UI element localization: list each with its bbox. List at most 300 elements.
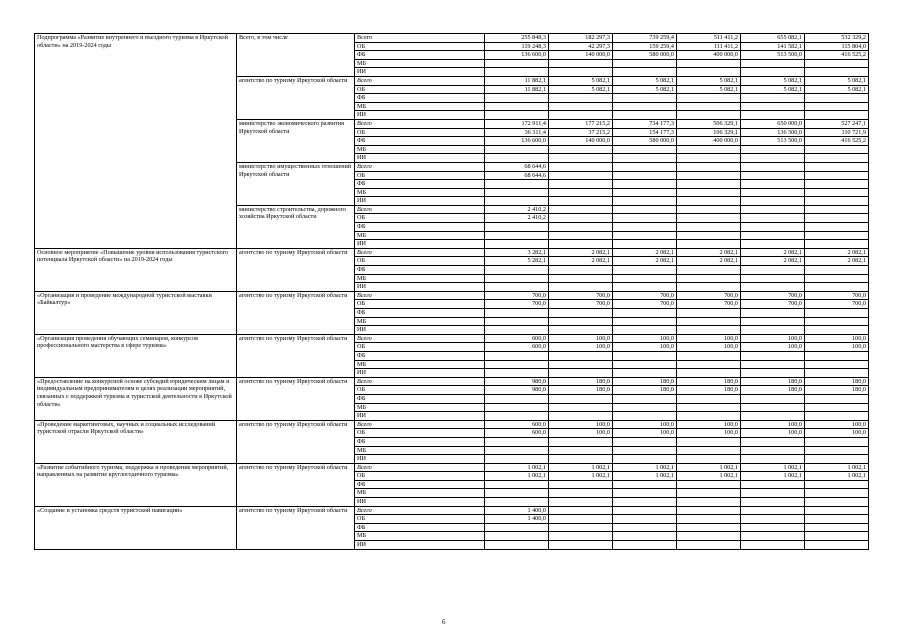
- amount-cell: [805, 446, 869, 455]
- funding-source-cell: МБ: [355, 274, 485, 283]
- funding-source-cell: МБ: [355, 532, 485, 541]
- table-row: [35, 334, 869, 343]
- amount-cell: 527 247,1: [805, 119, 869, 128]
- amount-cell: [549, 394, 613, 403]
- amount-cell: 100,0: [805, 334, 869, 343]
- amount-cell: [677, 369, 741, 378]
- amount-cell: 100,0: [741, 343, 805, 352]
- funding-source-cell: МБ: [355, 59, 485, 68]
- amount-cell: [549, 360, 613, 369]
- amount-cell: [613, 446, 677, 455]
- amount-cell: [805, 523, 869, 532]
- funding-source-cell: ФБ: [355, 351, 485, 360]
- amount-cell: [741, 111, 805, 120]
- amount-cell: [677, 541, 741, 550]
- amount-cell: 100,0: [677, 334, 741, 343]
- amount-cell: 700,0: [741, 300, 805, 309]
- funding-source-cell: ОБ: [355, 343, 485, 352]
- funding-source-cell: ИИ: [355, 197, 485, 206]
- amount-cell: [741, 437, 805, 446]
- amount-cell: 100,0: [741, 420, 805, 429]
- funding-source-cell: ОБ: [355, 386, 485, 395]
- amount-cell: 2 082,1: [741, 257, 805, 266]
- amount-cell: [549, 326, 613, 335]
- funding-source-cell: Всего: [355, 377, 485, 386]
- amount-cell: [677, 506, 741, 515]
- amount-cell: 5 082,1: [677, 85, 741, 94]
- funding-source-cell: МБ: [355, 489, 485, 498]
- amount-cell: [741, 214, 805, 223]
- amount-cell: 119 248,3: [485, 42, 549, 51]
- amount-cell: 600,0: [485, 343, 549, 352]
- amount-cell: 2 082,1: [677, 248, 741, 257]
- amount-cell: 416 525,2: [805, 137, 869, 146]
- amount-cell: [549, 205, 613, 214]
- amount-cell: [805, 532, 869, 541]
- amount-cell: 739 259,4: [613, 34, 677, 43]
- amount-cell: 5 082,1: [613, 85, 677, 94]
- amount-cell: [677, 231, 741, 240]
- amount-cell: 115 804,0: [805, 42, 869, 51]
- amount-cell: 100,0: [677, 420, 741, 429]
- amount-cell: [613, 369, 677, 378]
- amount-cell: 1 002,1: [613, 463, 677, 472]
- amount-cell: 400 000,0: [677, 51, 741, 60]
- amount-cell: 180,0: [805, 386, 869, 395]
- amount-cell: [485, 145, 549, 154]
- funding-source-cell: ИИ: [355, 283, 485, 292]
- amount-cell: [805, 489, 869, 498]
- funding-source-cell: Всего: [355, 119, 485, 128]
- amount-cell: 700,0: [805, 291, 869, 300]
- amount-cell: [805, 231, 869, 240]
- funding-source-cell: Всего: [355, 506, 485, 515]
- amount-cell: [549, 214, 613, 223]
- program-name-cell: «Предоставление на конкурсной основе субсидий юридическим лицам и индивидуальным предпринимателям в целях реализации мероприятий, связанных с поддержкой туризма и туристской деятельности в Иркутской области»: [35, 377, 237, 420]
- amount-cell: 100,0: [805, 429, 869, 438]
- amount-cell: [677, 412, 741, 421]
- amount-cell: 140 000,0: [549, 51, 613, 60]
- amount-cell: [805, 394, 869, 403]
- amount-cell: 255 848,3: [485, 34, 549, 43]
- amount-cell: [741, 266, 805, 275]
- executor-cell: министерство имущественных отношений Иркутской области: [237, 162, 355, 205]
- amount-cell: [613, 360, 677, 369]
- amount-cell: 1 002,1: [677, 463, 741, 472]
- amount-cell: 1 002,1: [677, 472, 741, 481]
- amount-cell: 140 000,0: [549, 137, 613, 146]
- amount-cell: 180,0: [677, 386, 741, 395]
- amount-cell: [549, 188, 613, 197]
- amount-cell: 11 882,1: [485, 76, 549, 85]
- amount-cell: 68 644,6: [485, 171, 549, 180]
- amount-cell: [613, 351, 677, 360]
- amount-cell: 110 721,9: [805, 128, 869, 137]
- amount-cell: 2 082,1: [741, 248, 805, 257]
- funding-source-cell: МБ: [355, 102, 485, 111]
- program-name-cell: Основное мероприятие «Повышение уровня использования туристского потенциала Иркутской области» на 2019-2024 годы: [35, 248, 237, 291]
- funding-source-cell: ФБ: [355, 437, 485, 446]
- amount-cell: [805, 214, 869, 223]
- funding-source-cell: ИИ: [355, 369, 485, 378]
- amount-cell: [805, 94, 869, 103]
- amount-cell: 5 082,1: [741, 85, 805, 94]
- amount-cell: 600,0: [485, 420, 549, 429]
- funding-source-cell: ИИ: [355, 326, 485, 335]
- amount-cell: [549, 266, 613, 275]
- amount-cell: [485, 266, 549, 275]
- amount-cell: 700,0: [805, 300, 869, 309]
- amount-cell: 136 600,0: [485, 51, 549, 60]
- amount-cell: [677, 111, 741, 120]
- amount-cell: [613, 266, 677, 275]
- amount-cell: 1 002,1: [613, 472, 677, 481]
- amount-cell: [677, 214, 741, 223]
- executor-cell: агентство по туризму Иркутской области: [237, 76, 355, 119]
- amount-cell: 655 082,1: [741, 34, 805, 43]
- amount-cell: [805, 317, 869, 326]
- amount-cell: [805, 541, 869, 550]
- amount-cell: [677, 283, 741, 292]
- amount-cell: 532 329,2: [805, 34, 869, 43]
- funding-source-cell: ФБ: [355, 480, 485, 489]
- amount-cell: [805, 180, 869, 189]
- amount-cell: [741, 274, 805, 283]
- table-row: [35, 506, 869, 515]
- amount-cell: [805, 197, 869, 206]
- amount-cell: [805, 205, 869, 214]
- amount-cell: [677, 188, 741, 197]
- amount-cell: [613, 317, 677, 326]
- amount-cell: [549, 317, 613, 326]
- amount-cell: [613, 326, 677, 335]
- amount-cell: [741, 154, 805, 163]
- amount-cell: [549, 455, 613, 464]
- amount-cell: 5 082,1: [805, 85, 869, 94]
- amount-cell: 2 082,1: [677, 257, 741, 266]
- funding-source-cell: ИИ: [355, 154, 485, 163]
- amount-cell: [485, 455, 549, 464]
- amount-cell: [549, 94, 613, 103]
- amount-cell: [805, 162, 869, 171]
- amount-cell: 2 082,1: [805, 248, 869, 257]
- amount-cell: [677, 197, 741, 206]
- amount-cell: [549, 532, 613, 541]
- amount-cell: [485, 223, 549, 232]
- amount-cell: [677, 102, 741, 111]
- amount-cell: [613, 214, 677, 223]
- funding-source-cell: МБ: [355, 403, 485, 412]
- amount-cell: [805, 360, 869, 369]
- amount-cell: 700,0: [741, 291, 805, 300]
- amount-cell: [677, 274, 741, 283]
- amount-cell: [613, 59, 677, 68]
- amount-cell: 68 644,6: [485, 162, 549, 171]
- amount-cell: [485, 360, 549, 369]
- amount-cell: [677, 154, 741, 163]
- amount-cell: [741, 360, 805, 369]
- amount-cell: 36 311,4: [485, 128, 549, 137]
- amount-cell: 416 525,2: [805, 51, 869, 60]
- amount-cell: [613, 188, 677, 197]
- amount-cell: [549, 162, 613, 171]
- amount-cell: [613, 506, 677, 515]
- amount-cell: [485, 180, 549, 189]
- amount-cell: [677, 326, 741, 335]
- funding-source-cell: ФБ: [355, 266, 485, 275]
- funding-source-cell: Всего: [355, 334, 485, 343]
- funding-source-cell: МБ: [355, 231, 485, 240]
- amount-cell: 100,0: [677, 343, 741, 352]
- amount-cell: [741, 394, 805, 403]
- amount-cell: 980,0: [485, 377, 549, 386]
- amount-cell: 100,0: [741, 429, 805, 438]
- amount-cell: 37 215,2: [549, 128, 613, 137]
- amount-cell: [613, 437, 677, 446]
- amount-cell: [741, 446, 805, 455]
- amount-cell: [741, 369, 805, 378]
- funding-source-cell: Всего: [355, 162, 485, 171]
- amount-cell: 5 082,1: [741, 76, 805, 85]
- amount-cell: 2 082,1: [805, 257, 869, 266]
- amount-cell: [677, 205, 741, 214]
- amount-cell: [485, 111, 549, 120]
- amount-cell: 700,0: [613, 300, 677, 309]
- amount-cell: 154 177,3: [613, 128, 677, 137]
- amount-cell: [485, 197, 549, 206]
- amount-cell: [677, 446, 741, 455]
- amount-cell: 1 400,0: [485, 515, 549, 524]
- amount-cell: [549, 68, 613, 77]
- amount-cell: 11 882,1: [485, 85, 549, 94]
- amount-cell: [549, 283, 613, 292]
- funding-source-cell: Всего: [355, 76, 485, 85]
- amount-cell: [805, 412, 869, 421]
- amount-cell: 5 282,1: [485, 257, 549, 266]
- amount-cell: 180,0: [741, 386, 805, 395]
- table-row: [35, 420, 869, 429]
- amount-cell: 700,0: [677, 291, 741, 300]
- amount-cell: [805, 154, 869, 163]
- amount-cell: 2 082,1: [549, 248, 613, 257]
- amount-cell: [549, 309, 613, 318]
- amount-cell: [677, 317, 741, 326]
- amount-cell: [613, 498, 677, 507]
- amount-cell: 136 500,0: [741, 128, 805, 137]
- amount-cell: [613, 154, 677, 163]
- amount-cell: [805, 68, 869, 77]
- amount-cell: [741, 506, 805, 515]
- funding-source-cell: ОБ: [355, 429, 485, 438]
- amount-cell: [613, 455, 677, 464]
- funding-source-cell: ИИ: [355, 498, 485, 507]
- amount-cell: [613, 532, 677, 541]
- amount-cell: 100,0: [613, 429, 677, 438]
- amount-cell: [613, 515, 677, 524]
- funding-source-cell: ФБ: [355, 223, 485, 232]
- amount-cell: [485, 317, 549, 326]
- amount-cell: [677, 515, 741, 524]
- amount-cell: [741, 180, 805, 189]
- amount-cell: [741, 102, 805, 111]
- amount-cell: 136 600,0: [485, 137, 549, 146]
- table-row: [35, 248, 869, 257]
- program-name-cell: «Организация и проведение международной туристской выставки «Байкалтур»: [35, 291, 237, 334]
- program-name-cell: «Развитие событийного туризма, поддержка и проведение мероприятий, направленных на развитие круглогодичного туризма»: [35, 463, 237, 506]
- amount-cell: [613, 145, 677, 154]
- amount-cell: [485, 446, 549, 455]
- amount-cell: 511 411,2: [677, 34, 741, 43]
- amount-cell: [677, 437, 741, 446]
- amount-cell: [741, 403, 805, 412]
- amount-cell: [485, 154, 549, 163]
- amount-cell: [741, 317, 805, 326]
- executor-cell: агентство по туризму Иркутской области: [237, 463, 355, 506]
- amount-cell: 700,0: [549, 291, 613, 300]
- funding-source-cell: ИИ: [355, 111, 485, 120]
- amount-cell: 180,0: [741, 377, 805, 386]
- amount-cell: 5 082,1: [613, 76, 677, 85]
- amount-cell: [485, 412, 549, 421]
- amount-cell: [485, 59, 549, 68]
- amount-cell: [549, 369, 613, 378]
- amount-cell: [741, 223, 805, 232]
- amount-cell: 5 082,1: [549, 85, 613, 94]
- amount-cell: [549, 240, 613, 249]
- amount-cell: [677, 145, 741, 154]
- amount-cell: 100,0: [613, 420, 677, 429]
- amount-cell: [485, 240, 549, 249]
- amount-cell: [613, 231, 677, 240]
- program-name-cell: «Создание и установка средств туристской навигации»: [35, 506, 237, 549]
- amount-cell: [485, 326, 549, 335]
- amount-cell: [677, 240, 741, 249]
- amount-cell: [613, 240, 677, 249]
- funding-source-cell: ОБ: [355, 85, 485, 94]
- amount-cell: [741, 94, 805, 103]
- funding-source-cell: Всего: [355, 420, 485, 429]
- amount-cell: [549, 223, 613, 232]
- amount-cell: [677, 523, 741, 532]
- amount-cell: [549, 351, 613, 360]
- amount-cell: [677, 489, 741, 498]
- amount-cell: [677, 266, 741, 275]
- amount-cell: [613, 523, 677, 532]
- amount-cell: 42 297,3: [549, 42, 613, 51]
- amount-cell: [549, 274, 613, 283]
- table-row: [35, 463, 869, 472]
- amount-cell: [549, 145, 613, 154]
- amount-cell: [613, 394, 677, 403]
- amount-cell: 5 082,1: [677, 76, 741, 85]
- amount-cell: [677, 532, 741, 541]
- table-row: [35, 377, 869, 386]
- amount-cell: [485, 498, 549, 507]
- amount-cell: 2 082,1: [613, 248, 677, 257]
- amount-cell: 600,0: [485, 429, 549, 438]
- funding-source-cell: ИИ: [355, 541, 485, 550]
- amount-cell: 141 582,1: [741, 42, 805, 51]
- amount-cell: 2 082,1: [549, 257, 613, 266]
- amount-cell: [549, 412, 613, 421]
- amount-cell: 1 002,1: [549, 472, 613, 481]
- amount-cell: [485, 274, 549, 283]
- amount-cell: [549, 102, 613, 111]
- amount-cell: [549, 59, 613, 68]
- amount-cell: 180,0: [805, 377, 869, 386]
- program-name-cell: Подпрограмма «Развитие внутреннего и въездного туризма в Иркутской области» на 2019-2024 годы: [35, 34, 237, 249]
- amount-cell: [677, 403, 741, 412]
- amount-cell: 182 297,3: [549, 34, 613, 43]
- amount-cell: [805, 455, 869, 464]
- amount-cell: [741, 145, 805, 154]
- amount-cell: [549, 171, 613, 180]
- executor-cell: агентство по туризму Иркутской области: [237, 334, 355, 377]
- amount-cell: 100,0: [613, 334, 677, 343]
- amount-cell: [677, 360, 741, 369]
- amount-cell: [613, 480, 677, 489]
- amount-cell: [549, 506, 613, 515]
- funding-source-cell: ОБ: [355, 214, 485, 223]
- amount-cell: 180,0: [549, 386, 613, 395]
- amount-cell: [677, 455, 741, 464]
- amount-cell: [613, 111, 677, 120]
- funding-source-cell: Всего: [355, 463, 485, 472]
- amount-cell: 159 259,4: [613, 42, 677, 51]
- amount-cell: 2 410,2: [485, 214, 549, 223]
- amount-cell: [677, 171, 741, 180]
- amount-cell: 100,0: [805, 420, 869, 429]
- amount-cell: [485, 188, 549, 197]
- amount-cell: [549, 154, 613, 163]
- amount-cell: [805, 240, 869, 249]
- funding-source-cell: ОБ: [355, 128, 485, 137]
- amount-cell: [613, 205, 677, 214]
- amount-cell: 5 082,1: [549, 76, 613, 85]
- amount-cell: [805, 369, 869, 378]
- amount-cell: [485, 68, 549, 77]
- amount-cell: [549, 437, 613, 446]
- amount-cell: 100,0: [549, 429, 613, 438]
- amount-cell: [677, 351, 741, 360]
- amount-cell: [741, 498, 805, 507]
- funding-source-cell: Всего: [355, 205, 485, 214]
- amount-cell: 700,0: [677, 300, 741, 309]
- program-name-cell: «Проведение маркетинговых, научных и социальных исследований туристской отрасли Иркутской области»: [35, 420, 237, 463]
- amount-cell: 100,0: [741, 334, 805, 343]
- amount-cell: [485, 437, 549, 446]
- amount-cell: 100,0: [549, 343, 613, 352]
- amount-cell: [805, 188, 869, 197]
- amount-cell: 1 002,1: [485, 463, 549, 472]
- table-row: [35, 34, 869, 43]
- funding-source-cell: ФБ: [355, 180, 485, 189]
- page-number: 6: [442, 618, 446, 626]
- amount-cell: [741, 197, 805, 206]
- funding-source-cell: Всего: [355, 248, 485, 257]
- amount-cell: [613, 403, 677, 412]
- budget-table: [34, 33, 869, 550]
- amount-cell: [805, 102, 869, 111]
- amount-cell: [613, 94, 677, 103]
- amount-cell: 180,0: [677, 377, 741, 386]
- amount-cell: 3 282,1: [485, 248, 549, 257]
- program-name-cell: «Организация проведения обучающих семинаров, конкурсов профессионального мастерства в сфере туризма»: [35, 334, 237, 377]
- funding-source-cell: МБ: [355, 360, 485, 369]
- funding-source-cell: Всего: [355, 34, 485, 43]
- amount-cell: [805, 437, 869, 446]
- amount-cell: [741, 59, 805, 68]
